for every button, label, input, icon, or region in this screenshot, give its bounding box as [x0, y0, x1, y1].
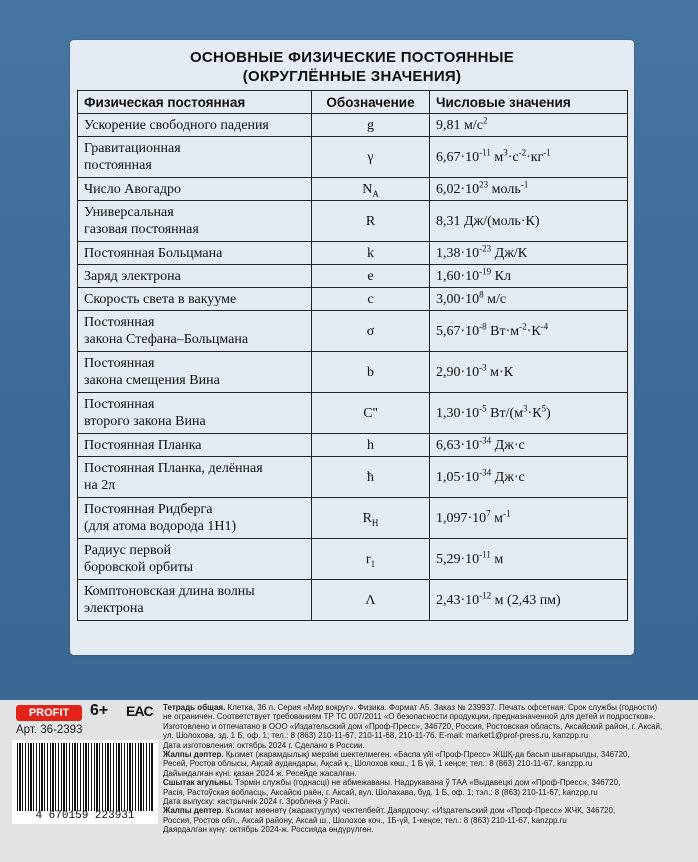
table-body: [78, 114, 628, 621]
constant-name: Заряд электрона: [78, 265, 312, 288]
constant-symbol: $N_A$: [312, 178, 430, 201]
age-rating: 6+: [90, 702, 109, 719]
info-line: Жалпы дептер. Кызмат мөөнөтү (жарактуулук) чектелбейт. Даярдоочу: «Издательский дом «Проф-Пресс» ЖЧК, 346720,: [163, 806, 616, 816]
info-line: Жалпы дәптер. Қызмет (жарамдылық) мерзімі шектелмеген. «Баспа үйі «Проф-Пресс» ЖШҚ-да басып шығарылды, 346720,: [163, 750, 630, 760]
constant-value: $1,097\cdot 10^7$ $м^{-1}$: [430, 498, 628, 539]
table-row: [78, 178, 628, 201]
info-line: Дата выпуску: кастрычнік 2024 г. Зроблена ў Расіі.: [163, 797, 350, 807]
constant-symbol: R: [312, 201, 430, 242]
table-row: [78, 201, 628, 242]
header-value: Числовые значения: [430, 91, 628, 114]
constant-symbol: $R_H$: [312, 498, 430, 539]
constant-value: $5,29\cdot 10^{-11}$ м: [430, 539, 628, 580]
table-row: [78, 311, 628, 352]
constant-name: Универсальная газовая постоянная: [78, 201, 312, 242]
constant-value: $5,67\cdot 10^{-8}$ $Вт\cdot м^{-2}\cdot К^{-4}$: [430, 311, 628, 352]
constants-card: [70, 40, 634, 655]
table-row: [78, 114, 628, 137]
barcode-bars: [17, 743, 153, 811]
table-row: [78, 539, 628, 580]
constant-name: Постоянная второго закона Вина: [78, 393, 312, 434]
constant-name: Постоянная Ридберга (для атома водорода 1Н1): [78, 498, 312, 539]
constant-value: $1,30\cdot 10^{-5}$ $Вт/(м^3\cdot К^5)$: [430, 393, 628, 434]
constant-symbol: e: [312, 265, 430, 288]
constant-value: $6,67\cdot 10^{-11}$ $м^3\cdot с^{-2}\cdot кг^{-1}$: [430, 137, 628, 178]
constant-symbol: h: [312, 434, 430, 457]
info-line: Ресей, Ростов облысы, Ақсай аудандары, Ақсай қ., Шолохов көш., 1 Б үй, 1 кеңсе; тел.: 8 (863) 210-11-67, kanzpp.ru: [163, 759, 593, 769]
constant-symbol: σ: [312, 311, 430, 352]
constant-symbol: C'': [312, 393, 430, 434]
info-line: Россия, Ростов обл., Аксай району, Аксай ш., Шолохов коч., 1Б-үй, 1-кеңсе; тел.: 8 (863) 210-11-67, kanzpp.ru: [163, 815, 567, 825]
constant-symbol: ħ: [312, 457, 430, 498]
info-line: не ограничен. Соответствует требованиям ТР ТС 007/2011 «О безопасности продукции, предназначенной для детей и подростков».: [163, 712, 656, 722]
table-row: [78, 498, 628, 539]
constant-symbol: g: [312, 114, 430, 137]
info-line: Сшытак агульны. Тэрмін службы (годнасці) не абмежаваны. Надрукавана ў ТАА «Выдавецкі дом «Проф-Пресс», 346720,: [163, 778, 621, 788]
info-line: Тетрадь общая. Клетка, 36 л. Серия «Мир вокруг». Физика. Формат А5. Заказ № 239937. Печать офсетная. Срок службы (годности): [163, 703, 658, 712]
constant-value: 9,81 $м/с^2$: [430, 114, 628, 137]
table-row: [78, 288, 628, 311]
info-line: Даярдалган күнү: октябрь 2024-ж. Россияда өндүрүлгөн.: [163, 825, 374, 835]
profit-logo: PROFIT: [16, 705, 82, 721]
info-line: Изготовлено и отпечатано в ООО «Издательский дом «Проф-Пресс», 346720, Россия, Ростовская область, Аксайский район, г. Аксай,: [163, 721, 663, 731]
constant-name: Постоянная Больцмана: [78, 242, 312, 265]
info-line: Дайындалған күні: қазан 2024 ж. Ресейде жасалған.: [163, 768, 357, 778]
barcode-number: 4 670159 223931: [35, 810, 135, 822]
constant-value: $3,00\cdot 10^8$ м/с: [430, 288, 628, 311]
info-line: Дата изготовления: октябрь 2024 г. Сделано в России.: [163, 740, 365, 750]
footer-panel: [0, 700, 698, 862]
table-row: [78, 580, 628, 621]
constant-name: Постоянная закона Стефана–Больцмана: [78, 311, 312, 352]
table-row: [78, 352, 628, 393]
title-line-2: (ОКРУГЛЁННЫЕ ЗНАЧЕНИЯ): [242, 68, 462, 85]
constant-name: Радиус первой боровской орбиты: [78, 539, 312, 580]
header-symbol: Обозначение: [312, 91, 430, 114]
constant-name: Число Авогадро: [78, 178, 312, 201]
constant-name: Комптоновская длина волны электрона: [78, 580, 312, 621]
constant-symbol: c: [312, 288, 430, 311]
constants-table: [77, 90, 628, 621]
constant-value: $6,02\cdot 10^{23}$ моль$^{-1}$: [430, 178, 628, 201]
barcode: [12, 740, 158, 824]
table-row: [78, 242, 628, 265]
constant-value: $2,90\cdot 10^{-3}$ м·К: [430, 352, 628, 393]
eac-mark: EAC: [126, 703, 153, 719]
constant-value: $1,05\cdot 10^{-34}$ Дж·с: [430, 457, 628, 498]
constant-symbol: $r_1$: [312, 539, 430, 580]
constant-symbol: k: [312, 242, 430, 265]
table-title: [70, 48, 634, 86]
table-row: [78, 137, 628, 178]
info-line: ул. Шолохова, зд. 1 Б, оф. 1; тел.: 8 (863) 210-11-67, 210-11-68, 210-11-76. E-mail: market1@prof-press.ru, kanzpp.ru: [163, 731, 589, 741]
constant-value: $2,43\cdot 10^{-12}$ м (2,43 пм): [430, 580, 628, 621]
constant-name: Скорость света в вакууме: [78, 288, 312, 311]
constant-value: $1,38\cdot 10^{-23}$ Дж/К: [430, 242, 628, 265]
constant-value: $6,63\cdot 10^{-34}$ Дж·с: [430, 434, 628, 457]
constant-value: $1,60\cdot 10^{-19}$ Кл: [430, 265, 628, 288]
constant-name: Гравитационная постоянная: [78, 137, 312, 178]
product-info: [163, 703, 688, 835]
header-name: Физическая постоянная: [78, 91, 312, 114]
constant-name: Ускорение свободного падения: [78, 114, 312, 137]
table-row: [78, 265, 628, 288]
constant-name: Постоянная Планка, делённая на 2π: [78, 457, 312, 498]
constant-symbol: γ: [312, 137, 430, 178]
constant-name: Постоянная Планка: [78, 434, 312, 457]
constant-symbol: b: [312, 352, 430, 393]
table-row: [78, 457, 628, 498]
table-row: [78, 393, 628, 434]
info-line: Расія, Растоўская вобласць, Аксайскі раён, г. Аксай, вул. Шолахава, буд. 1 Б, оф. 1; тэл.: 8 (863) 210-11-67, kanzpp.ru: [163, 787, 598, 797]
table-row: [78, 434, 628, 457]
constant-value: 8,31 Дж/(моль·К): [430, 201, 628, 242]
title-line-1: ОСНОВНЫЕ ФИЗИЧЕСКИЕ ПОСТОЯННЫЕ: [189, 49, 515, 66]
constant-symbol: Λ: [312, 580, 430, 621]
article-number: Арт. 36-2393: [16, 724, 83, 736]
constant-name: Постоянная закона смещения Вина: [78, 352, 312, 393]
